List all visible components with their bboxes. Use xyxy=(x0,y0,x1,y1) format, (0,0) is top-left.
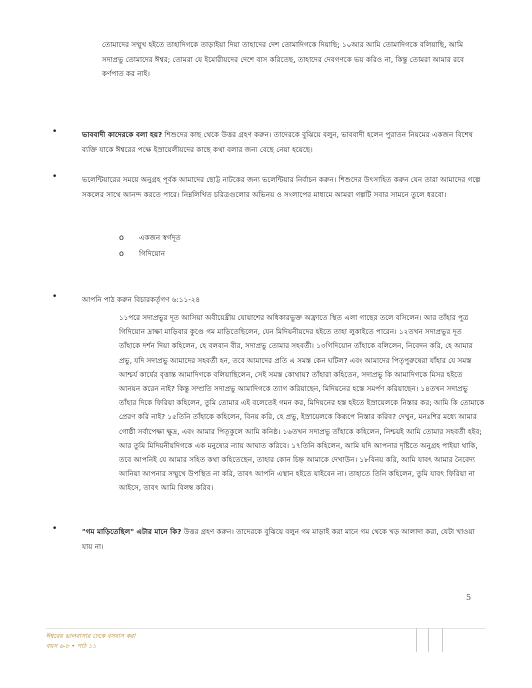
bullet-marker: • xyxy=(52,127,58,137)
question-threshing xyxy=(82,524,484,554)
question-prophet-text: শিশুদের কাছ থেকে উত্তর গ্রহণ করুন। তাদেরকে বুঝিয়ে বলুন, ভাববাদী হলেন পুরাতন নিয়মের একজন বিশেষ ব্যক্তি যাকে ঈশ্বরের পক্ষে ইস্রায়েলীয়দের কাছে কথা বলার জন্য বেছে নেয়া হয়েছে। xyxy=(82,130,473,154)
question-threshing-text: উত্তর গ্রহণ করুন। তাদেরকে বুঝিয়ে বলুন গম মাড়াই করা মানে গম থেকে খড় আলাদা করা, যেটা খাওয়া যায় না। xyxy=(82,527,475,551)
intro-paragraph: তোমাদের সম্মুখ হইতে তাহাদিগকে তাড়াইয়া দিয়া তাহাদের দেশ তোমাদিগকে দিয়াছি; ১০আর আমি তোমাদিগকে বলিয়াছি, আমি সদাপ্রভু তোমাদের ঈশ্বর; তোমরা যে ইমোরীয়দের দেশে বাস করিতেছ, তাহাদের দেবগণকে ভয় করিও না, কিন্তু তোমরা আমার রবে কর্ণপাত কর নাই। xyxy=(102,40,465,79)
footer-decor-bar xyxy=(428,628,429,652)
question-prophet-title: ভাববাদী কাদেরকে বলা হয়? xyxy=(82,130,163,139)
reading-instruction: আপনি পাঠ করুন বিচারকর্তৃগণ ৬:১১-২৪ xyxy=(82,295,201,304)
footer-subtitle: বয়স ৬-৮ • পাঠ ১১ xyxy=(46,643,97,650)
footer-divider xyxy=(46,628,486,629)
footer xyxy=(46,632,135,652)
role-bullet: o xyxy=(119,249,124,258)
volunteer-instructions: ভলেন্টিয়ারের সময়ে অনুগ্রহ পূর্বক আমাদের ছোট্ট নাটকের জন্য ভলেন্টিয়ার নির্বাচন করুন। শিশুদের উৎসাহিত করুন যেন তারা আমাদের গল্পে সকলের সাথে আনন্দ করতে পারে। নিম্নলিখিত চরিত্রগুলোর অভিনয় ও সংলাপের মাধ্যমে আমরা গল্পটি সবার সামনে তুলে ধরবো। xyxy=(82,175,481,199)
question-prophet xyxy=(82,127,484,157)
bullet-marker: • xyxy=(52,524,58,534)
scripture-passage: ১১পরে সদাপ্রভুর দূত আসিয়া অবীয়েষ্রীয় যোয়াশের অধিকারভুক্ত অফ্রাতে স্থিত এলা গাছের তলে বসিলেন। আর তাঁহার পুত্র গিদিয়োন দ্রাক্ষা মাড়িবার কুণ্ডে গম মাড়িতেছিলেন, যেন মিদিয়নীয়দের হইতে তাহা লুকাইতে পারেন। ১২তখন সদাপ্রভুর দূত তাঁহাকে দর্শন দিয়া কহিলেন, হে বলবান বীর, সদাপ্রভু তোমার সহবর্তী। ১৩গিদিয়োন তাঁহাকে বলিলেন, নিবেদন করি, হে আমার প্রভু, যদি সদাপ্রভু আমাদের সহবর্তী হন, তবে আমাদের প্রতি এ সমস্ত কেন ঘটিল? এবং আমাদের পিতৃপুরুষেরা যাঁহার যে সমস্ত আশ্চর্য কার্যের বৃত্তান্ত আমাদিগকে বলিয়াছিলেন, সেই সমস্ত কোথায়? তাঁহারা কহিতেন, সদাপ্রভু কি আমাদিগকে মিসর হইতে আনয়ন করেন নাই? কিন্তু সম্প্রতি সদাপ্রভু আমাদিগকে ত্যাগ করিয়াছেন, মিদিয়নের হস্তে সমর্পণ করিয়াছেন। ১৪তখন সদাপ্রভু তাঁহার দিকে ফিরিয়া কহিলেন, তুমি তোমার এই বলেতেই গমন কর, মিদিয়নের হস্ত হইতে ইস্রায়েলকে নিস্তার কর; আমি কি তোমাকে প্রেরণ করি নাই? ১৫তিনি তাঁহাকে কহিলেন, বিনয় করি, হে প্রভু, ইস্রায়েলকে কিরূপে নিস্তার করিব? দেখুন, মনঃশির মধ্যে আমার গোষ্ঠী সর্বাপেক্ষা ক্ষুদ্র, এবং আমার পিতৃকুলে আমি কনিষ্ঠ। ১৬তখন সদাপ্রভু তাঁহাকে কহিলেন, নিশ্চয়ই আমি তোমার সহবর্তী হইব; আর তুমি মিদিয়নীয়দিগকে এক মনুষ্যের ন্যায় আঘাত করিবে। ১৭তিনি কহিলেন, আমি যদি আপনার দৃষ্টিতে অনুগ্রহ পাইয়া থাকি, তবে আপনিই যে আমার সহিত কথা কহিতেছেন, তাহার কোন চিহ্ন আমাকে দেখাউন। ১৮বিনয় করি, আমি যাবৎ আমার নৈবেদ্য আনিয়া আপনার সম্মুখে উপস্থিত না করি, তাবৎ আপনি এস্থান হইতে যাইবেন না। তাহাতে তিনি কহিলেন, তুমি যাবৎ ফিরিয়া না আইসে, তাবৎ আমি বিলম্ব করিব। xyxy=(119,313,485,493)
footer-title: ঈশ্বরের ভালবাসার ঢেকে বসবাস করা xyxy=(46,633,136,640)
footer-decor-bar xyxy=(442,628,443,652)
role-bullet: o xyxy=(119,233,124,242)
page-number: 5 xyxy=(466,593,472,602)
role-gideon: গিদিয়োন xyxy=(139,249,166,258)
question-threshing-title: "গম মাড়িতেছিল" এটার মানে কি? xyxy=(82,527,182,536)
bullet-marker: • xyxy=(52,172,58,182)
footer-decor-bar xyxy=(416,628,417,652)
role-angel: একজন স্বর্গদূত xyxy=(139,233,181,242)
bullet-marker: • xyxy=(52,292,58,302)
